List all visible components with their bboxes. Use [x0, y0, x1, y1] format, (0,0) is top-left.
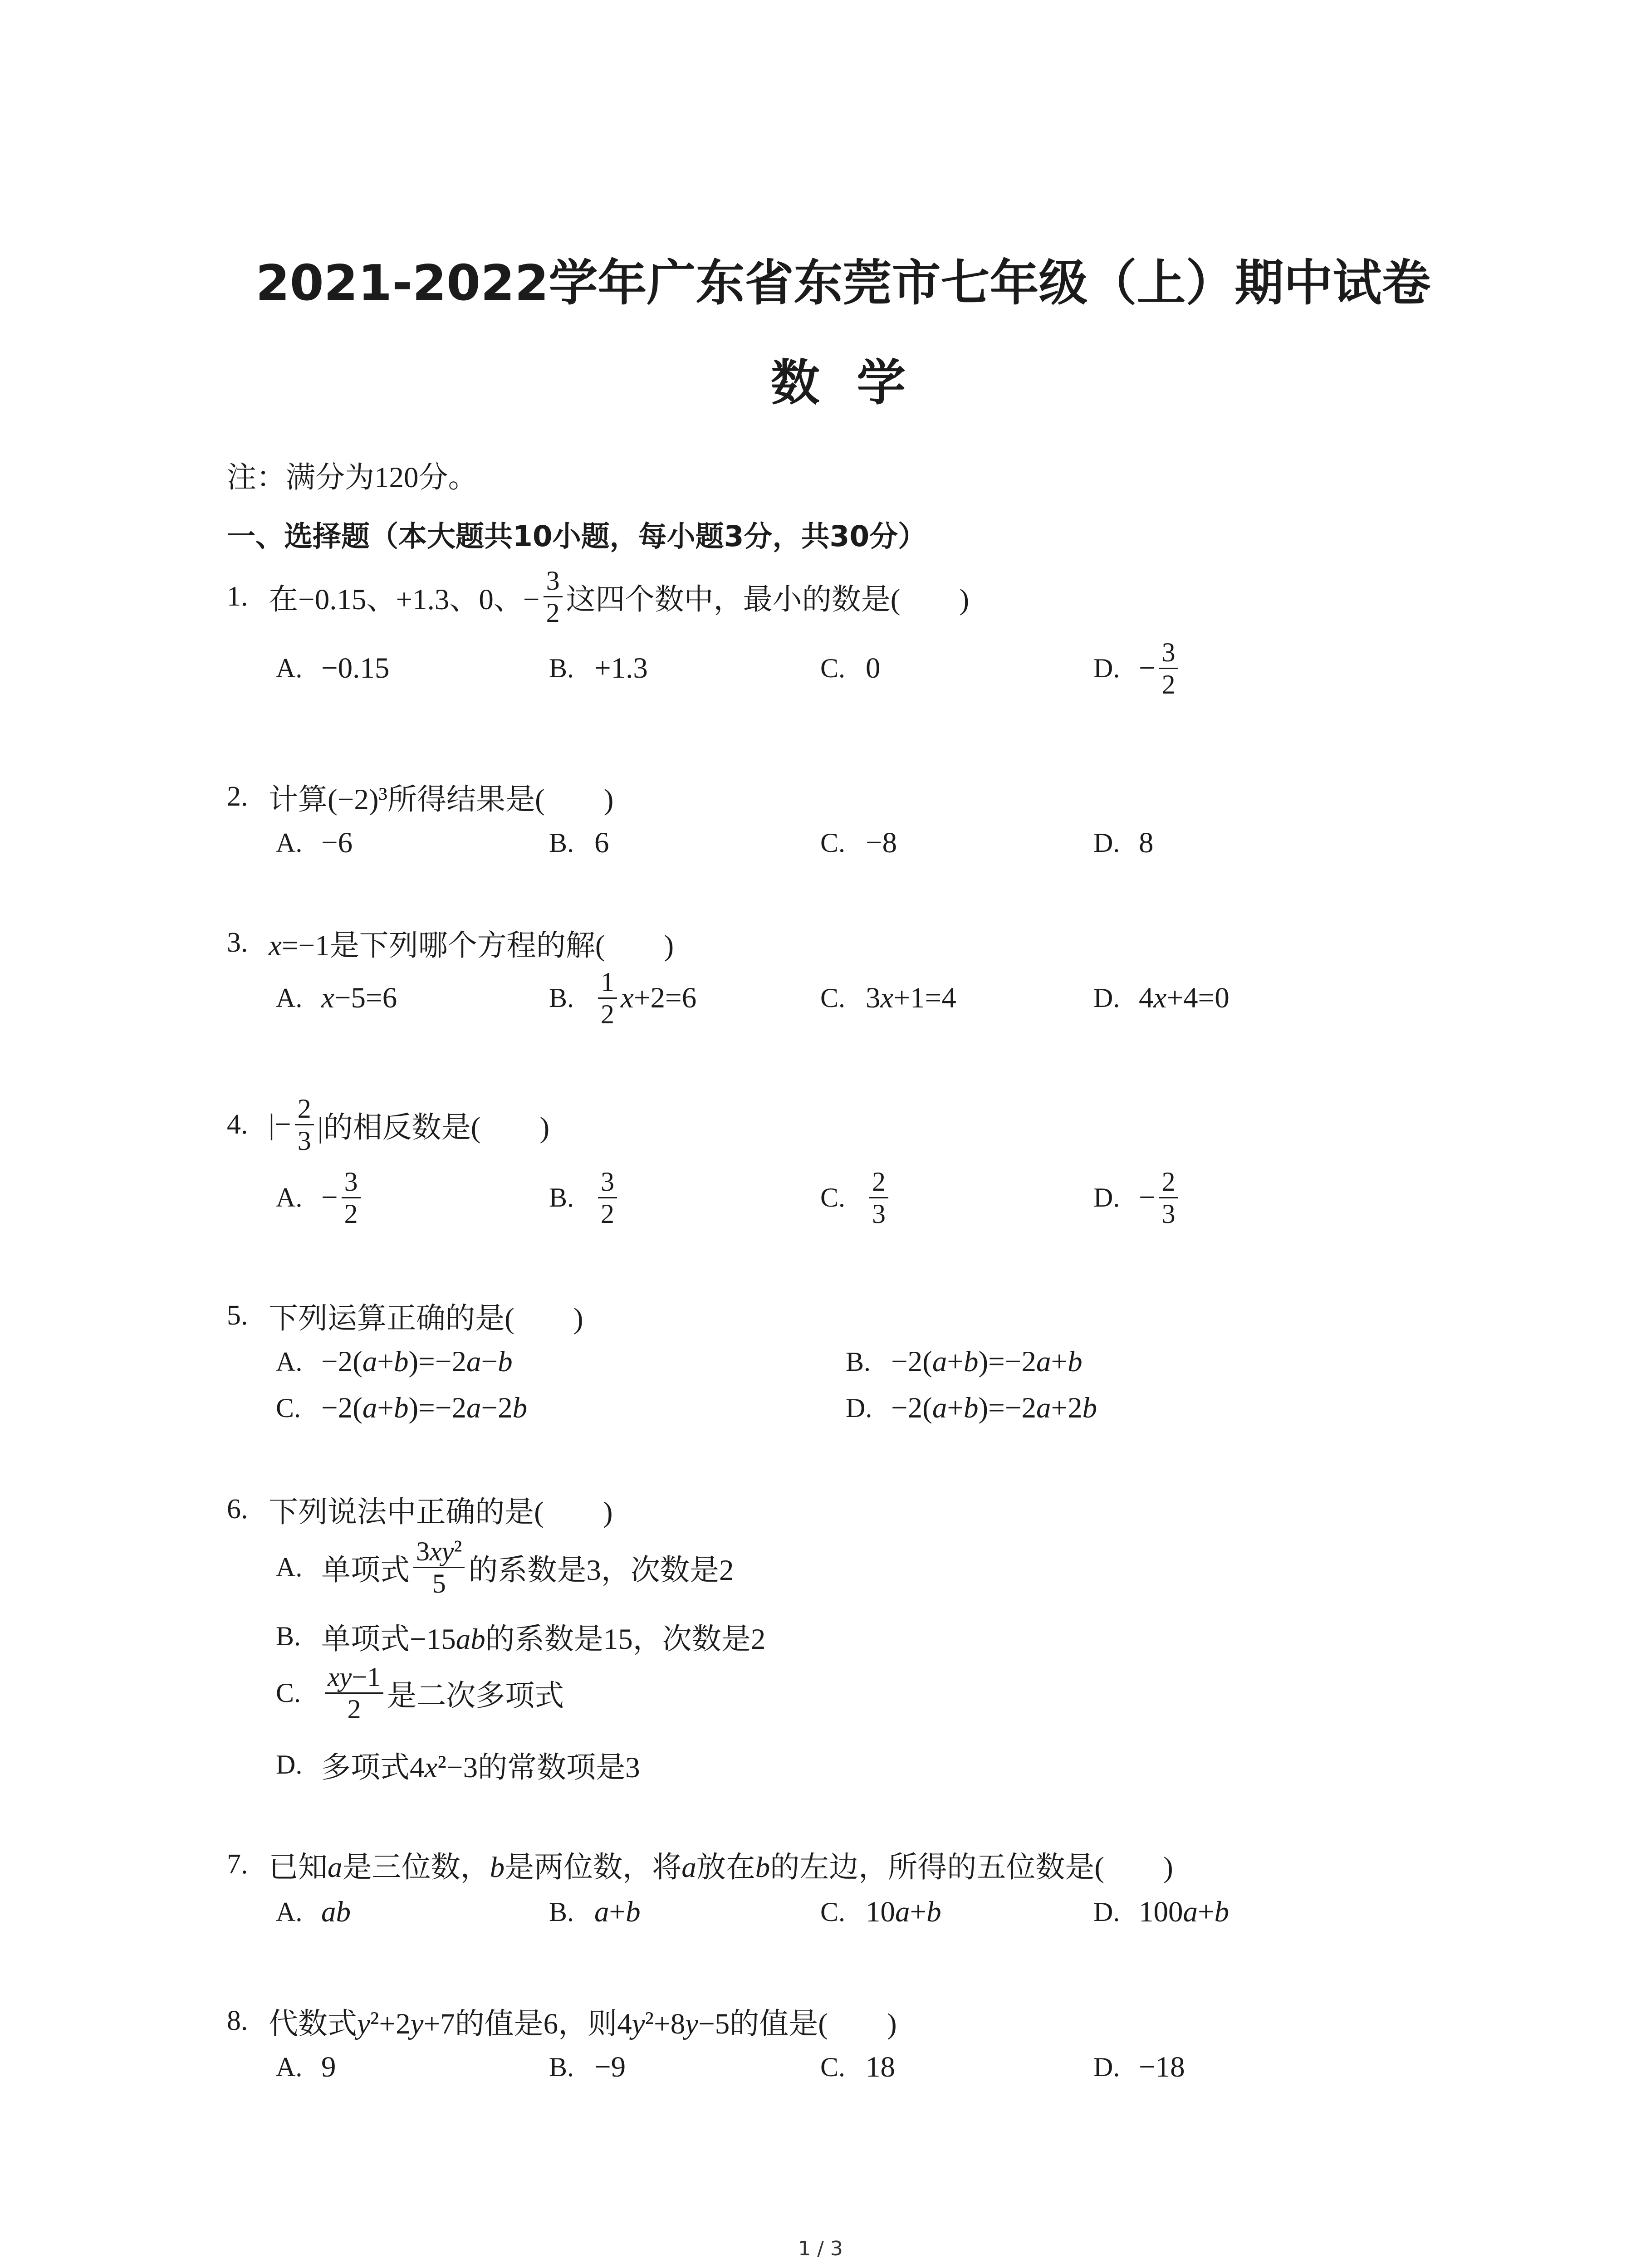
option-text: 0 — [866, 651, 881, 684]
question-number: 1. — [227, 581, 248, 612]
math-variable: b — [1068, 1345, 1083, 1378]
question-stem: 这四个数中，最小的数是( ) — [566, 583, 970, 616]
option-text: 是二次多项式 — [387, 1680, 564, 1712]
q1-option-d — [1093, 632, 1182, 704]
option-label: B. — [846, 1346, 871, 1377]
math-variable: x — [430, 1536, 442, 1566]
exponent: ³ — [378, 782, 388, 814]
q3-option-d — [1093, 962, 1230, 1034]
option-text: 100a+b — [1139, 1895, 1230, 1928]
question-number: 6. — [227, 1493, 248, 1525]
option-text: 多项式4x²−3的常数项是3 — [321, 1750, 640, 1784]
option-text: −2(a+b)=−2a+2b — [891, 1391, 1097, 1424]
option-label: C. — [820, 653, 846, 683]
option-label: A. — [276, 1182, 303, 1212]
exam-title: 2021-2022学年广东省东莞市七年级（上）期中试卷 — [255, 255, 1431, 312]
math-variable: a — [321, 1895, 336, 1928]
fraction-denominator: 2 — [598, 997, 617, 1028]
option-label: C. — [276, 1677, 301, 1708]
question-stem: |的相反数是( ) — [317, 1111, 550, 1144]
math-variable: a — [362, 1391, 377, 1424]
math-variable: b — [964, 1391, 979, 1424]
question-stem: 下列运算正确的是( ) — [269, 1302, 583, 1335]
math-variable: a — [1036, 1391, 1051, 1424]
math-variable: a — [1183, 1895, 1198, 1928]
option-text: −0.15 — [321, 651, 390, 684]
option-label: C. — [276, 1393, 301, 1423]
option-text: 9 — [321, 2050, 336, 2083]
question-number: 3. — [227, 927, 248, 958]
option-label: B. — [549, 2052, 574, 2082]
option-label: D. — [1093, 982, 1120, 1013]
fraction-numerator: 2 — [1161, 1166, 1176, 1197]
q6-option-a — [276, 1531, 734, 1603]
math-variable: y — [441, 1536, 454, 1566]
math-variable: b — [394, 1345, 409, 1378]
option-text: 单项式 — [321, 1554, 410, 1587]
option-text: x−5=6 — [321, 981, 397, 1014]
q4-option-a — [276, 1161, 364, 1234]
option-text: x+2=6 — [621, 981, 697, 1014]
fraction-numerator: 2 — [297, 1093, 311, 1124]
q3-option-a — [276, 962, 397, 1034]
q7-option-b — [549, 1876, 641, 1948]
section-heading — [227, 498, 926, 570]
math-variable: b — [926, 1895, 941, 1928]
math-variable: a — [1036, 1345, 1051, 1378]
fraction-denominator: 2 — [342, 1197, 361, 1228]
q4-option-b — [549, 1161, 621, 1234]
fraction-denominator: 3 — [869, 1197, 888, 1228]
question-number: 4. — [227, 1109, 248, 1140]
q2-option-b — [549, 807, 609, 879]
option-text: −2(a+b)=−2a−b — [321, 1345, 513, 1378]
math-variable: b — [498, 1345, 513, 1378]
option-label: A. — [276, 827, 303, 858]
math-variable: y — [339, 1662, 352, 1692]
question-number: 8. — [227, 2005, 248, 2036]
math-variable: x — [269, 929, 282, 962]
option-label: C. — [820, 827, 846, 858]
fraction-numerator: 3 — [546, 565, 560, 596]
fraction — [295, 1095, 314, 1155]
math-variable: b — [964, 1345, 979, 1378]
question-stem: 已知a是三位数，b是两位数，将a放在b的左边，所得的五位数是( ) — [269, 1851, 1173, 1884]
option-text: 10a+b — [866, 1895, 941, 1928]
option-label: D. — [1093, 1897, 1120, 1927]
question-stem: 计算(−2)³所得结果是( ) — [269, 782, 614, 816]
math-variable: b — [336, 1895, 351, 1928]
option-text: 3x+1=4 — [866, 981, 956, 1014]
exponent: ² — [645, 2006, 654, 2038]
fraction-denominator: 2 — [1159, 668, 1178, 699]
option-text: −2(a+b)=−2a+b — [891, 1345, 1083, 1378]
fraction — [869, 1168, 888, 1228]
math-variable: a — [466, 1391, 481, 1424]
subject-title: 数 学 — [770, 355, 916, 411]
math-variable: a — [932, 1391, 947, 1424]
fraction — [342, 1168, 361, 1228]
question-stem: 代数式y²+2y+7的值是6，则4y²+8y−5的值是( ) — [269, 2006, 897, 2040]
q8-option-a — [276, 2031, 336, 2103]
q5-option-c — [276, 1372, 527, 1444]
q2-option-d — [1093, 807, 1154, 879]
math-variable: b — [490, 1851, 505, 1884]
fraction — [1159, 1168, 1178, 1228]
question-7 — [227, 1828, 1173, 1901]
option-text: 8 — [1139, 826, 1154, 859]
q8-option-c — [820, 2031, 895, 2103]
q4-option-c — [820, 1161, 892, 1234]
q4-option-d — [1093, 1161, 1182, 1234]
fraction-numerator: 2 — [872, 1166, 886, 1197]
fraction-numerator: 1 — [601, 967, 614, 997]
q2-option-c — [820, 807, 897, 879]
math-variable: a — [456, 1623, 471, 1656]
math-variable: y — [685, 2008, 699, 2040]
math-variable: x — [424, 1751, 438, 1784]
option-text: −6 — [321, 826, 353, 859]
fraction-numerator: xy−1 — [328, 1662, 381, 1692]
option-text: 4x+4=0 — [1139, 981, 1230, 1014]
exponent: ² — [370, 2006, 379, 2038]
fraction-numerator: 3 — [601, 1166, 614, 1197]
math-variable: x — [321, 981, 334, 1014]
math-variable: x — [1153, 981, 1167, 1014]
math-variable: a — [594, 1895, 609, 1928]
option-label: B. — [549, 1897, 574, 1927]
q3-option-b — [549, 962, 696, 1034]
math-variable: b — [1214, 1895, 1230, 1928]
math-variable: b — [755, 1851, 770, 1884]
fraction — [1159, 638, 1178, 699]
option-label: D. — [846, 1393, 872, 1423]
question-4 — [227, 1088, 549, 1161]
option-label: A. — [276, 2052, 303, 2082]
option-text: −18 — [1139, 2050, 1185, 2083]
option-label: D. — [1093, 827, 1120, 858]
question-number: 7. — [227, 1848, 248, 1880]
option-label: A. — [276, 1897, 303, 1927]
exponent: ² — [454, 1534, 462, 1564]
question-stem: |− — [269, 1108, 291, 1141]
option-text: 的系数是3，次数是2 — [468, 1554, 734, 1587]
q5-option-d — [846, 1372, 1097, 1444]
math-variable: b — [394, 1391, 409, 1424]
math-variable: b — [1082, 1391, 1097, 1424]
fraction-numerator: 3 — [1161, 637, 1176, 667]
option-label: D. — [276, 1749, 303, 1779]
math-variable: x — [621, 981, 634, 1014]
question-1 — [227, 560, 969, 633]
option-text: −2(a+b)=−2a−2b — [321, 1391, 528, 1424]
option-label: B. — [276, 1621, 301, 1651]
option-text: − — [321, 1181, 338, 1214]
question-number: 5. — [227, 1300, 248, 1331]
fraction — [598, 968, 617, 1028]
option-label: B. — [549, 653, 574, 683]
fraction-denominator: 2 — [598, 1197, 617, 1228]
q6-option-c — [276, 1657, 564, 1729]
option-text: a+b — [594, 1895, 641, 1928]
question-stem: 下列说法中正确的是( ) — [269, 1496, 613, 1529]
math-variable: b — [626, 1895, 641, 1928]
option-text: −9 — [594, 2050, 626, 2083]
q3-option-c — [820, 962, 956, 1034]
score-note-text: 注：满分为120分。 — [227, 461, 478, 494]
option-label: D. — [1093, 2052, 1120, 2082]
option-text: − — [1139, 1181, 1156, 1214]
math-variable: a — [466, 1345, 481, 1378]
math-variable: a — [362, 1345, 377, 1378]
option-label: A. — [276, 653, 303, 683]
section-heading-text: 一、选择题（本大题共10小题，每小题3分，共30分） — [227, 519, 927, 553]
option-text: 6 — [594, 826, 609, 859]
q1-option-a — [276, 632, 389, 704]
option-label: C. — [820, 2052, 846, 2082]
option-label: B. — [549, 982, 574, 1013]
option-text: −8 — [866, 826, 897, 859]
math-variable: a — [895, 1895, 910, 1928]
q8-option-b — [549, 2031, 626, 2103]
option-text: − — [1139, 651, 1156, 684]
option-label: D. — [1093, 1182, 1120, 1212]
q1-option-b — [549, 632, 648, 704]
question-number: 2. — [227, 781, 248, 812]
option-text — [321, 1895, 351, 1929]
option-text: 18 — [866, 2050, 895, 2083]
fraction-denominator: 2 — [325, 1692, 383, 1723]
exponent: ² — [437, 1750, 446, 1782]
math-variable: b — [512, 1391, 528, 1424]
option-label: C. — [820, 1182, 846, 1212]
fraction-denominator: 3 — [1159, 1197, 1178, 1228]
q8-option-d — [1093, 2031, 1185, 2103]
option-label: A. — [276, 1346, 303, 1377]
question-stem: 在−0.15、+1.3、0、− — [269, 583, 540, 616]
option-label: C. — [820, 982, 846, 1013]
option-label: C. — [820, 1897, 846, 1927]
option-text: 单项式−15ab的系数是15，次数是2 — [321, 1623, 766, 1656]
math-variable: x — [880, 981, 894, 1014]
math-variable: y — [357, 2008, 370, 2040]
math-variable: y — [632, 2008, 645, 2040]
fraction — [325, 1663, 383, 1723]
fraction — [544, 567, 563, 627]
math-variable: a — [681, 1851, 696, 1884]
q1-option-c — [820, 632, 881, 704]
option-label: B. — [549, 827, 574, 858]
page-number: 1 / 3 — [798, 2237, 843, 2260]
option-text: +1.3 — [594, 651, 648, 684]
math-variable: a — [328, 1851, 343, 1884]
q7-option-c — [820, 1876, 941, 1948]
math-variable: a — [932, 1345, 947, 1378]
math-variable: b — [470, 1623, 485, 1656]
math-variable: y — [410, 2008, 424, 2040]
option-label: A. — [276, 1552, 303, 1582]
option-label: A. — [276, 982, 303, 1013]
fraction-denominator: 2 — [544, 596, 563, 627]
fraction-numerator: 3 — [344, 1166, 358, 1197]
q7-option-a — [276, 1876, 351, 1948]
option-label: D. — [1093, 653, 1120, 683]
question-stem: x=−1是下列哪个方程的解( ) — [269, 929, 674, 962]
q7-option-d — [1093, 1876, 1229, 1948]
fraction-denominator: 5 — [413, 1567, 465, 1598]
fraction — [413, 1534, 465, 1598]
q6-option-d — [276, 1728, 640, 1801]
fraction — [598, 1168, 617, 1228]
option-label: B. — [549, 1182, 574, 1212]
fraction-denominator: 3 — [295, 1124, 314, 1155]
fraction-numerator: 3xy² — [416, 1534, 462, 1566]
q2-option-a — [276, 807, 353, 879]
math-variable: x — [328, 1662, 340, 1692]
